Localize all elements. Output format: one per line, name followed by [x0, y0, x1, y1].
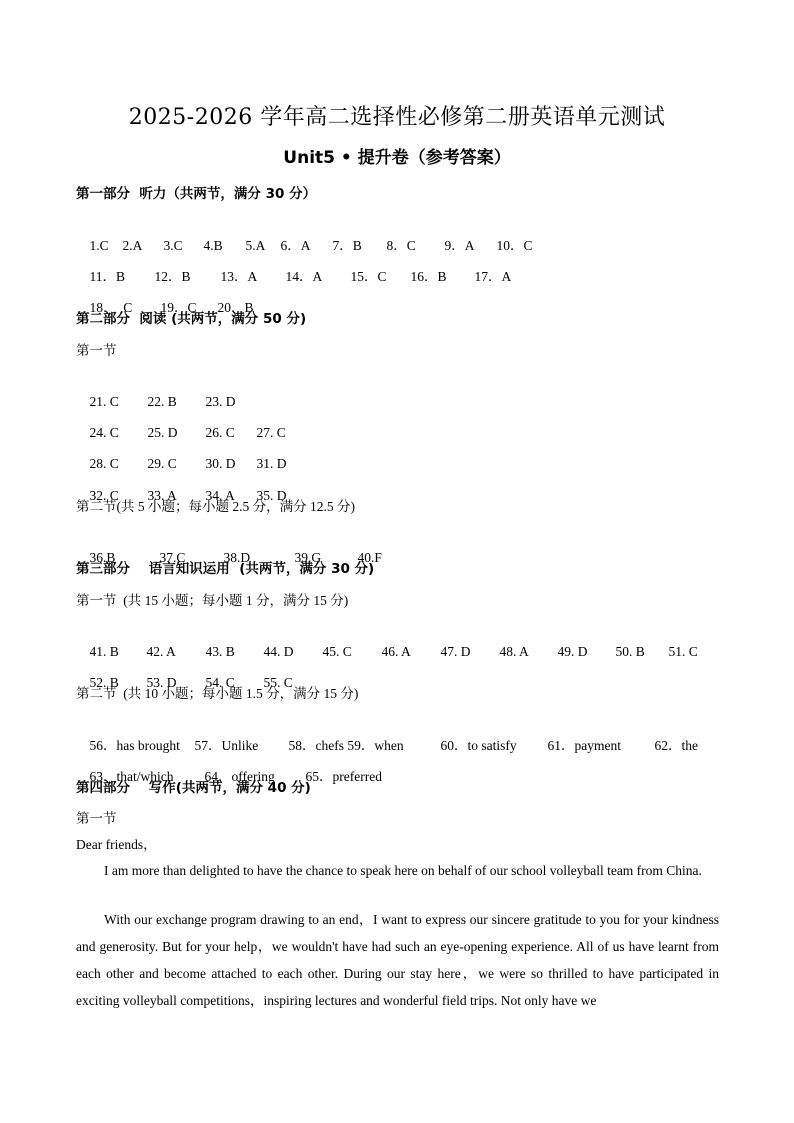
answer-item: 65．preferred: [305, 769, 382, 784]
answer-item: 43. B: [205, 644, 235, 659]
answer-item: 55. C: [263, 675, 293, 690]
answer-item: 64．offering: [204, 769, 275, 784]
answer-item: 14．A: [285, 269, 323, 284]
answer-item: 23. D: [205, 394, 236, 409]
answer-item: 63．that/which: [89, 769, 174, 784]
letter-paragraph-1: I am more than delighted to have the chance to speak here on behalf of our school volleyball team from China.: [104, 863, 702, 878]
answer-item: 21. C: [89, 394, 119, 409]
part1-heading: 第一部分 听力（共两节，满分 30 分）: [76, 186, 317, 202]
answer-item: 51. C: [668, 644, 698, 659]
answer-item: 4.B: [203, 238, 223, 253]
answer-item: 2.A: [122, 238, 143, 253]
answer-item: 35. D: [256, 488, 287, 503]
answer-item: 41. B: [89, 644, 119, 659]
answer-item: 31. D: [256, 456, 287, 471]
answer-item: 46. A: [381, 644, 411, 659]
answer-item: 54. C: [205, 675, 235, 690]
answer-item: 49. D: [557, 644, 588, 659]
part2-row-4: [76, 466, 287, 526]
answer-item: 13．A: [220, 269, 258, 284]
answer-item: 61．payment: [547, 738, 621, 753]
answer-item: 26. C: [205, 425, 235, 440]
answer-item: 56．has brought: [89, 738, 180, 753]
page-subtitle: Unit5 • 提升卷（参考答案）: [283, 148, 511, 168]
answer-item: 37.C: [159, 550, 186, 565]
part2-heading: 第二部分 阅读 (共两节，满分 50 分): [76, 311, 307, 327]
answer-item: 58．chefs 59．when: [288, 738, 404, 753]
part1-row-3: [76, 278, 254, 338]
answer-item: 45. C: [322, 644, 352, 659]
answer-item: 39.G: [294, 550, 322, 565]
part3-row-2: [76, 653, 293, 713]
answer-item: 16．B: [410, 269, 447, 284]
answer-item: 17．A: [474, 269, 512, 284]
answer-item: 44. D: [263, 644, 294, 659]
answer-item: 52. B: [89, 675, 119, 690]
answer-item: 9．A: [444, 238, 475, 253]
part4-heading: 第四部分 写作(共两节，满分 40 分): [76, 780, 311, 796]
answer-item: 25. D: [147, 425, 178, 440]
answer-item: 28. C: [89, 456, 119, 471]
answer-item: 50. B: [615, 644, 645, 659]
answer-item: 62．the: [654, 738, 698, 753]
part4-section1-label: 第一节: [76, 811, 117, 826]
answer-item: 53. D: [146, 675, 177, 690]
answer-item: 10．C: [496, 238, 533, 253]
answer-item: 38.D: [223, 550, 251, 565]
answer-item: 18． C: [89, 300, 133, 315]
answer-item: 11．B: [89, 269, 126, 284]
answer-item: 47. D: [440, 644, 471, 659]
answer-item: 34. A: [205, 488, 235, 503]
answer-item: 6．A: [280, 238, 311, 253]
answer-item: 5.A: [245, 238, 266, 253]
answer-item: 7．B: [332, 238, 362, 253]
answer-item: 48. A: [499, 644, 529, 659]
answer-item: 3.C: [163, 238, 183, 253]
letter-greeting: Dear friends，: [76, 837, 157, 852]
answer-item: 30. D: [205, 456, 236, 471]
part2-section2-label: 第二节(共 5 小题；每小题 2.5 分，满分 12.5 分): [76, 499, 355, 514]
part3-heading: 第三部分 语言知识运用 (共两节，满分 30 分): [76, 561, 375, 577]
answer-item: 40.F: [357, 550, 382, 565]
part3-section1-label: 第一节 (共 15 小题；每小题 1 分，满分 15 分): [76, 593, 349, 608]
page-title: 2025-2026 学年高二选择性必修第二册英语单元测试: [128, 105, 666, 130]
answer-item: 33. A: [147, 488, 177, 503]
letter-paragraph-2: With our exchange program drawing to an end，I want to express our sincere gratitude to you for your kindness and generosity. But for your help，we wouldn't have had such an eye-opening experience. All of us have learnt from each other and become attached to each other. During our stay here，we were so thrilled to have participated in exciting volleyball competitions，inspiring lectures and wonderful field trips. Not only have we: [76, 912, 719, 1008]
answer-item: 1.C: [89, 238, 109, 253]
answer-item: 36.B: [89, 550, 116, 565]
answer-item: 42. A: [146, 644, 176, 659]
answer-item: 19．C: [160, 300, 197, 315]
part3-row-4: [76, 747, 382, 807]
part2-row-5: [76, 528, 382, 588]
answer-item: 20．B: [217, 300, 254, 315]
part2-section1-label: 第一节: [76, 343, 117, 358]
answer-item: 29. C: [147, 456, 177, 471]
answer-item: 22. B: [147, 394, 177, 409]
answer-item: 60．to satisfy: [440, 738, 517, 753]
answer-item: 57．Unlike: [194, 738, 259, 753]
answer-item: 12．B: [154, 269, 191, 284]
answer-item: 8．C: [386, 238, 416, 253]
answer-item: 32. C: [89, 488, 119, 503]
part3-section2-label: 第二节 (共 10 小题；每小题 1.5 分，满分 15 分): [76, 686, 359, 701]
answer-item: 24. C: [89, 425, 119, 440]
answer-item: 15．C: [350, 269, 387, 284]
answer-item: 27. C: [256, 425, 286, 440]
